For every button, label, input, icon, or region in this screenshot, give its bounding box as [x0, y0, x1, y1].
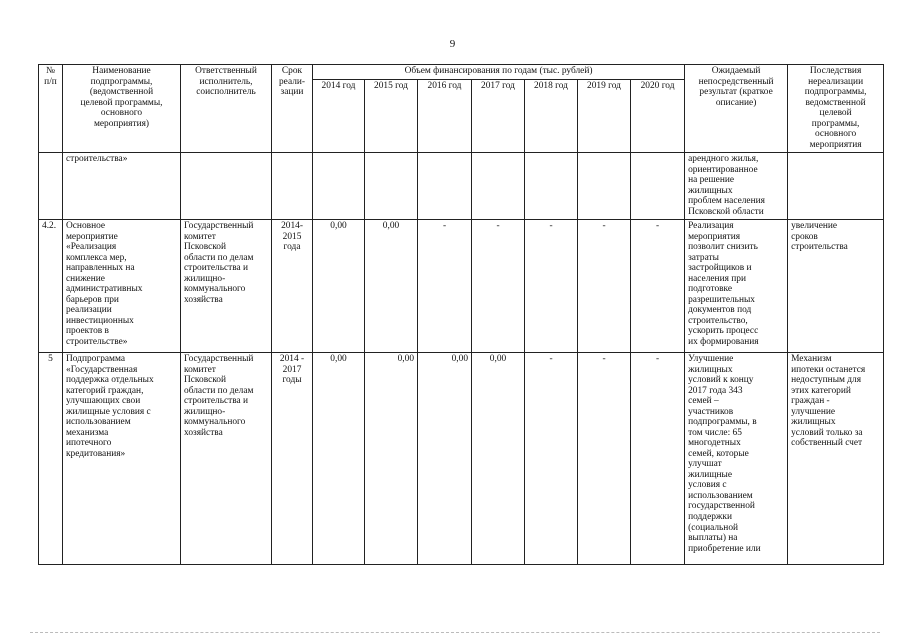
header-year: 2015 год	[365, 80, 418, 153]
row-value: -	[472, 220, 525, 353]
table-row	[39, 353, 884, 565]
row-term	[272, 153, 313, 220]
header-term: Срок реали- зации	[272, 65, 313, 153]
row-value: 0,00	[472, 353, 525, 565]
header-funding: Объем финансирования по годам (тыс. рублей)	[313, 65, 685, 80]
row-consequences: Механизм ипотеки останется недоступным для этих категорий граждан - улучшение жилищных условий только за собственный счет	[788, 353, 884, 565]
row-value: -	[578, 353, 631, 565]
program-table	[38, 64, 884, 565]
row-result: арендного жилья, ориентированное на решение жилищных проблем населения Псковской области	[685, 153, 788, 220]
row-value: -	[418, 220, 472, 353]
row-result: Реализация мероприятия позволит снизить затраты застройщиков и населения при подготовке разрешительных документов под строительство, ускорить процесс их формирования	[685, 220, 788, 353]
row-consequences	[788, 153, 884, 220]
header-year: 2014 год	[313, 80, 365, 153]
header-consequences: Последствия нереализации подпрограммы, ведомственной целевой программы, основного мероприятия	[788, 65, 884, 153]
header-row-top	[39, 65, 884, 80]
row-value: -	[525, 220, 578, 353]
row-value: 0,00	[313, 353, 365, 565]
row-value	[578, 153, 631, 220]
row-responsible: Государственный комитет Псковской области по делам строительства и жилищно- коммунального хозяйства	[181, 220, 272, 353]
row-responsible	[181, 153, 272, 220]
row-value: 0,00	[313, 220, 365, 353]
row-value	[631, 153, 685, 220]
row-term: 2014- 2015 года	[272, 220, 313, 353]
header-result: Ожидаемый непосредственный результат (краткое описание)	[685, 65, 788, 153]
row-term: 2014 - 2017 годы	[272, 353, 313, 565]
header-year: 2019 год	[578, 80, 631, 153]
row-value: -	[525, 353, 578, 565]
scan-edge-divider	[30, 632, 880, 633]
row-value	[472, 153, 525, 220]
row-responsible: Государственный комитет Псковской области по делам строительства и жилищно- коммунального хозяйства	[181, 353, 272, 565]
table-row	[39, 153, 884, 220]
row-value: -	[631, 353, 685, 565]
row-name: строительства»	[63, 153, 181, 220]
row-name: Подпрограмма «Государственная поддержка отдельных категорий граждан, улучшающих свои жилищные условия с использованием механизма ипотечного кредитования»	[63, 353, 181, 565]
row-consequences: увеличение сроков строительства	[788, 220, 884, 353]
row-value	[313, 153, 365, 220]
header-year: 2016 год	[418, 80, 472, 153]
header-year: 2020 год	[631, 80, 685, 153]
row-num: 5	[39, 353, 63, 565]
row-value: -	[578, 220, 631, 353]
page-number: 9	[449, 38, 456, 50]
header-num: № п/п	[39, 65, 63, 153]
header-name: Наименование подпрограммы, (ведомственной целевой программы, основного мероприятия)	[63, 65, 181, 153]
row-value: -	[631, 220, 685, 353]
header-year: 2018 год	[525, 80, 578, 153]
row-value: 0,00	[365, 353, 418, 565]
row-value	[525, 153, 578, 220]
row-name: Основное мероприятие «Реализация комплекса мер, направленных на снижение административных барьеров при реализации инвестиционных проектов в строительстве»	[63, 220, 181, 353]
row-result: Улучшение жилищных условий к концу 2017 года 343 семей – участников подпрограммы, в том числе: 65 многодетных семей, которые улучшат жилищные условия с использованием государственной поддержки (социальной выплаты) на приобретение или	[685, 353, 788, 565]
header-year: 2017 год	[472, 80, 525, 153]
row-value	[418, 153, 472, 220]
table-row	[39, 220, 884, 353]
row-num: 4.2.	[39, 220, 63, 353]
row-num	[39, 153, 63, 220]
row-value: 0,00	[418, 353, 472, 565]
row-value: 0,00	[365, 220, 418, 353]
row-value	[365, 153, 418, 220]
header-responsible: Ответственный исполнитель, соисполнитель	[181, 65, 272, 153]
